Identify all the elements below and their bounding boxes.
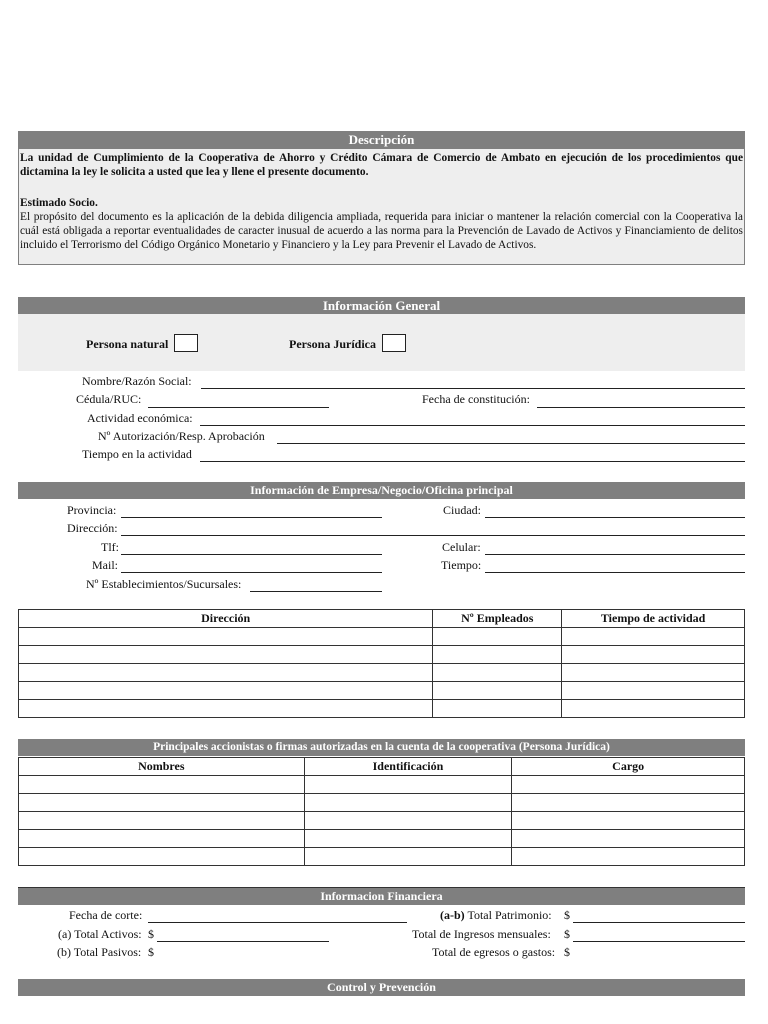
autorizacion-field[interactable] (277, 443, 745, 444)
table-cell[interactable] (19, 812, 305, 830)
table-cell[interactable] (304, 776, 512, 794)
table-cell[interactable] (562, 700, 745, 718)
establecimientos-label: Nº Establecimientos/Sucursales: (86, 577, 242, 591)
fecha-constitucion-field[interactable] (537, 407, 745, 408)
table-row (19, 776, 745, 794)
activos-currency: $ (148, 927, 154, 941)
sucursales-header-direccion: Dirección (19, 610, 433, 628)
patrimonio-currency: $ (564, 908, 570, 922)
fecha-corte-label: Fecha de corte: (69, 908, 143, 922)
table-cell[interactable] (512, 776, 745, 794)
table-cell[interactable] (512, 812, 745, 830)
ciudad-field[interactable] (485, 517, 745, 518)
table-row (19, 682, 745, 700)
table-cell[interactable] (562, 682, 745, 700)
description-intro: La unidad de Cumplimiento de la Cooperativa de Ahorro y Crédito Cámara de Comercio de Ambato en ejecución de los procedimientos que dictamina la ley le solicita a usted que lea y llene el presente documento. (20, 152, 743, 179)
mail-field[interactable] (121, 572, 382, 573)
sucursales-table (18, 609, 745, 718)
sucursales-header-tiempo: Tiempo de actividad (562, 610, 745, 628)
sucursales-header-empleados: Nº Empleados (433, 610, 562, 628)
egresos-label: Total de egresos o gastos: (432, 945, 556, 959)
section-header-descripcion: Descripción (18, 131, 745, 148)
cedula-field[interactable] (148, 407, 329, 408)
accionistas-header-identificacion: Identificación (304, 758, 512, 776)
table-row (19, 812, 745, 830)
ingresos-currency: $ (564, 927, 570, 941)
total-patrimonio-label (440, 908, 552, 922)
table-cell[interactable] (433, 646, 562, 664)
ab-prefix: (a-b) (440, 908, 465, 922)
table-cell[interactable] (562, 646, 745, 664)
table-cell[interactable] (19, 646, 433, 664)
ingresos-label: Total de Ingresos mensuales: (412, 927, 551, 941)
table-cell[interactable] (304, 830, 512, 848)
table-row (19, 646, 745, 664)
table-cell[interactable] (433, 664, 562, 682)
table-cell[interactable] (512, 794, 745, 812)
table-cell[interactable] (512, 848, 745, 866)
persona-juridica-checkbox[interactable] (382, 334, 406, 352)
fecha-constitucion-label: Fecha de constitución: (422, 392, 530, 406)
accionistas-header-nombres: Nombres (19, 758, 305, 776)
persona-natural-label: Persona natural (86, 337, 169, 351)
section-header-accionistas: Principales accionistas o firmas autorizadas en la cuenta de la cooperativa (Persona Jurídica) (18, 739, 745, 756)
section-header-control: Control y Prevención (18, 979, 745, 996)
cedula-label: Cédula/RUC: (76, 392, 142, 406)
table-cell[interactable] (19, 830, 305, 848)
table-row (19, 848, 745, 866)
tiempo-actividad-field[interactable] (200, 461, 745, 462)
actividad-label: Actividad económica: (87, 411, 193, 425)
description-box (18, 148, 745, 265)
table-cell[interactable] (19, 682, 433, 700)
persona-natural-checkbox[interactable] (174, 334, 198, 352)
table-row (19, 628, 745, 646)
fecha-corte-field[interactable] (148, 922, 407, 923)
tiempo-label: Tiempo: (441, 558, 482, 572)
section-header-financiera: Informacion Financiera (18, 887, 745, 905)
persona-juridica-label: Persona Jurídica (289, 337, 376, 351)
section-header-empresa: Información de Empresa/Negocio/Oficina principal (18, 482, 745, 499)
establecimientos-field[interactable] (250, 591, 382, 592)
provincia-label: Provincia: (67, 503, 117, 517)
table-cell[interactable] (19, 848, 305, 866)
table-cell[interactable] (562, 664, 745, 682)
direccion-label: Dirección: (67, 521, 118, 535)
description-greeting: Estimado Socio. (20, 196, 98, 209)
table-cell[interactable] (304, 812, 512, 830)
accionistas-header-row (19, 758, 745, 776)
total-patrimonio-field[interactable] (573, 922, 745, 923)
actividad-field[interactable] (200, 425, 745, 426)
table-cell[interactable] (19, 664, 433, 682)
accionistas-table (18, 757, 745, 866)
table-row (19, 794, 745, 812)
provincia-field[interactable] (121, 517, 382, 518)
egresos-currency: $ (564, 945, 570, 959)
autorizacion-label: Nº Autorización/Resp. Aprobación (98, 429, 265, 443)
tiempo-actividad-label: Tiempo en la actividad (82, 447, 192, 461)
table-cell[interactable] (304, 848, 512, 866)
tlf-field[interactable] (121, 554, 382, 555)
total-patrimonio-text: Total Patrimonio: (464, 908, 552, 922)
table-row (19, 830, 745, 848)
direccion-field[interactable] (121, 535, 745, 536)
section-header-informacion-general: Información General (18, 297, 745, 314)
table-cell[interactable] (304, 794, 512, 812)
nombre-field[interactable] (201, 388, 745, 389)
table-cell[interactable] (19, 776, 305, 794)
total-activos-label: (a) Total Activos: (58, 927, 142, 941)
table-cell[interactable] (19, 700, 433, 718)
table-cell[interactable] (562, 628, 745, 646)
table-cell[interactable] (512, 830, 745, 848)
table-cell[interactable] (19, 628, 433, 646)
ingresos-field[interactable] (573, 941, 745, 942)
table-cell[interactable] (433, 682, 562, 700)
total-pasivos-label: (b) Total Pasivos: (57, 945, 142, 959)
ciudad-label: Ciudad: (443, 503, 481, 517)
nombre-label: Nombre/Razón Social: (82, 374, 192, 388)
celular-label: Celular: (442, 540, 481, 554)
table-cell[interactable] (433, 700, 562, 718)
table-cell[interactable] (19, 794, 305, 812)
tlf-label: Tlf: (101, 540, 119, 554)
table-row (19, 664, 745, 682)
total-activos-field[interactable] (157, 941, 329, 942)
table-cell[interactable] (433, 628, 562, 646)
table-row (19, 700, 745, 718)
celular-field[interactable] (485, 554, 745, 555)
sucursales-header-row (19, 610, 745, 628)
pasivos-currency: $ (148, 945, 154, 959)
accionistas-header-cargo: Cargo (512, 758, 745, 776)
description-body: El propósito del documento es la aplicación de la debida diligencia ampliada, requerida para iniciar o mantener la relación comercial con la Cooperativa la cuál está obligada a reportar eventualidades de caracter inusual de acuerdo a las norma para la Prevención de Lavado de Activos y Financiamiento de delitos incluido el Terrorismo del Código Orgánico Monetario y Financiero y la Ley para Prevenir el Lavado de Activos. (20, 210, 743, 252)
mail-label: Mail: (92, 558, 118, 572)
tiempo-field[interactable] (485, 572, 745, 573)
